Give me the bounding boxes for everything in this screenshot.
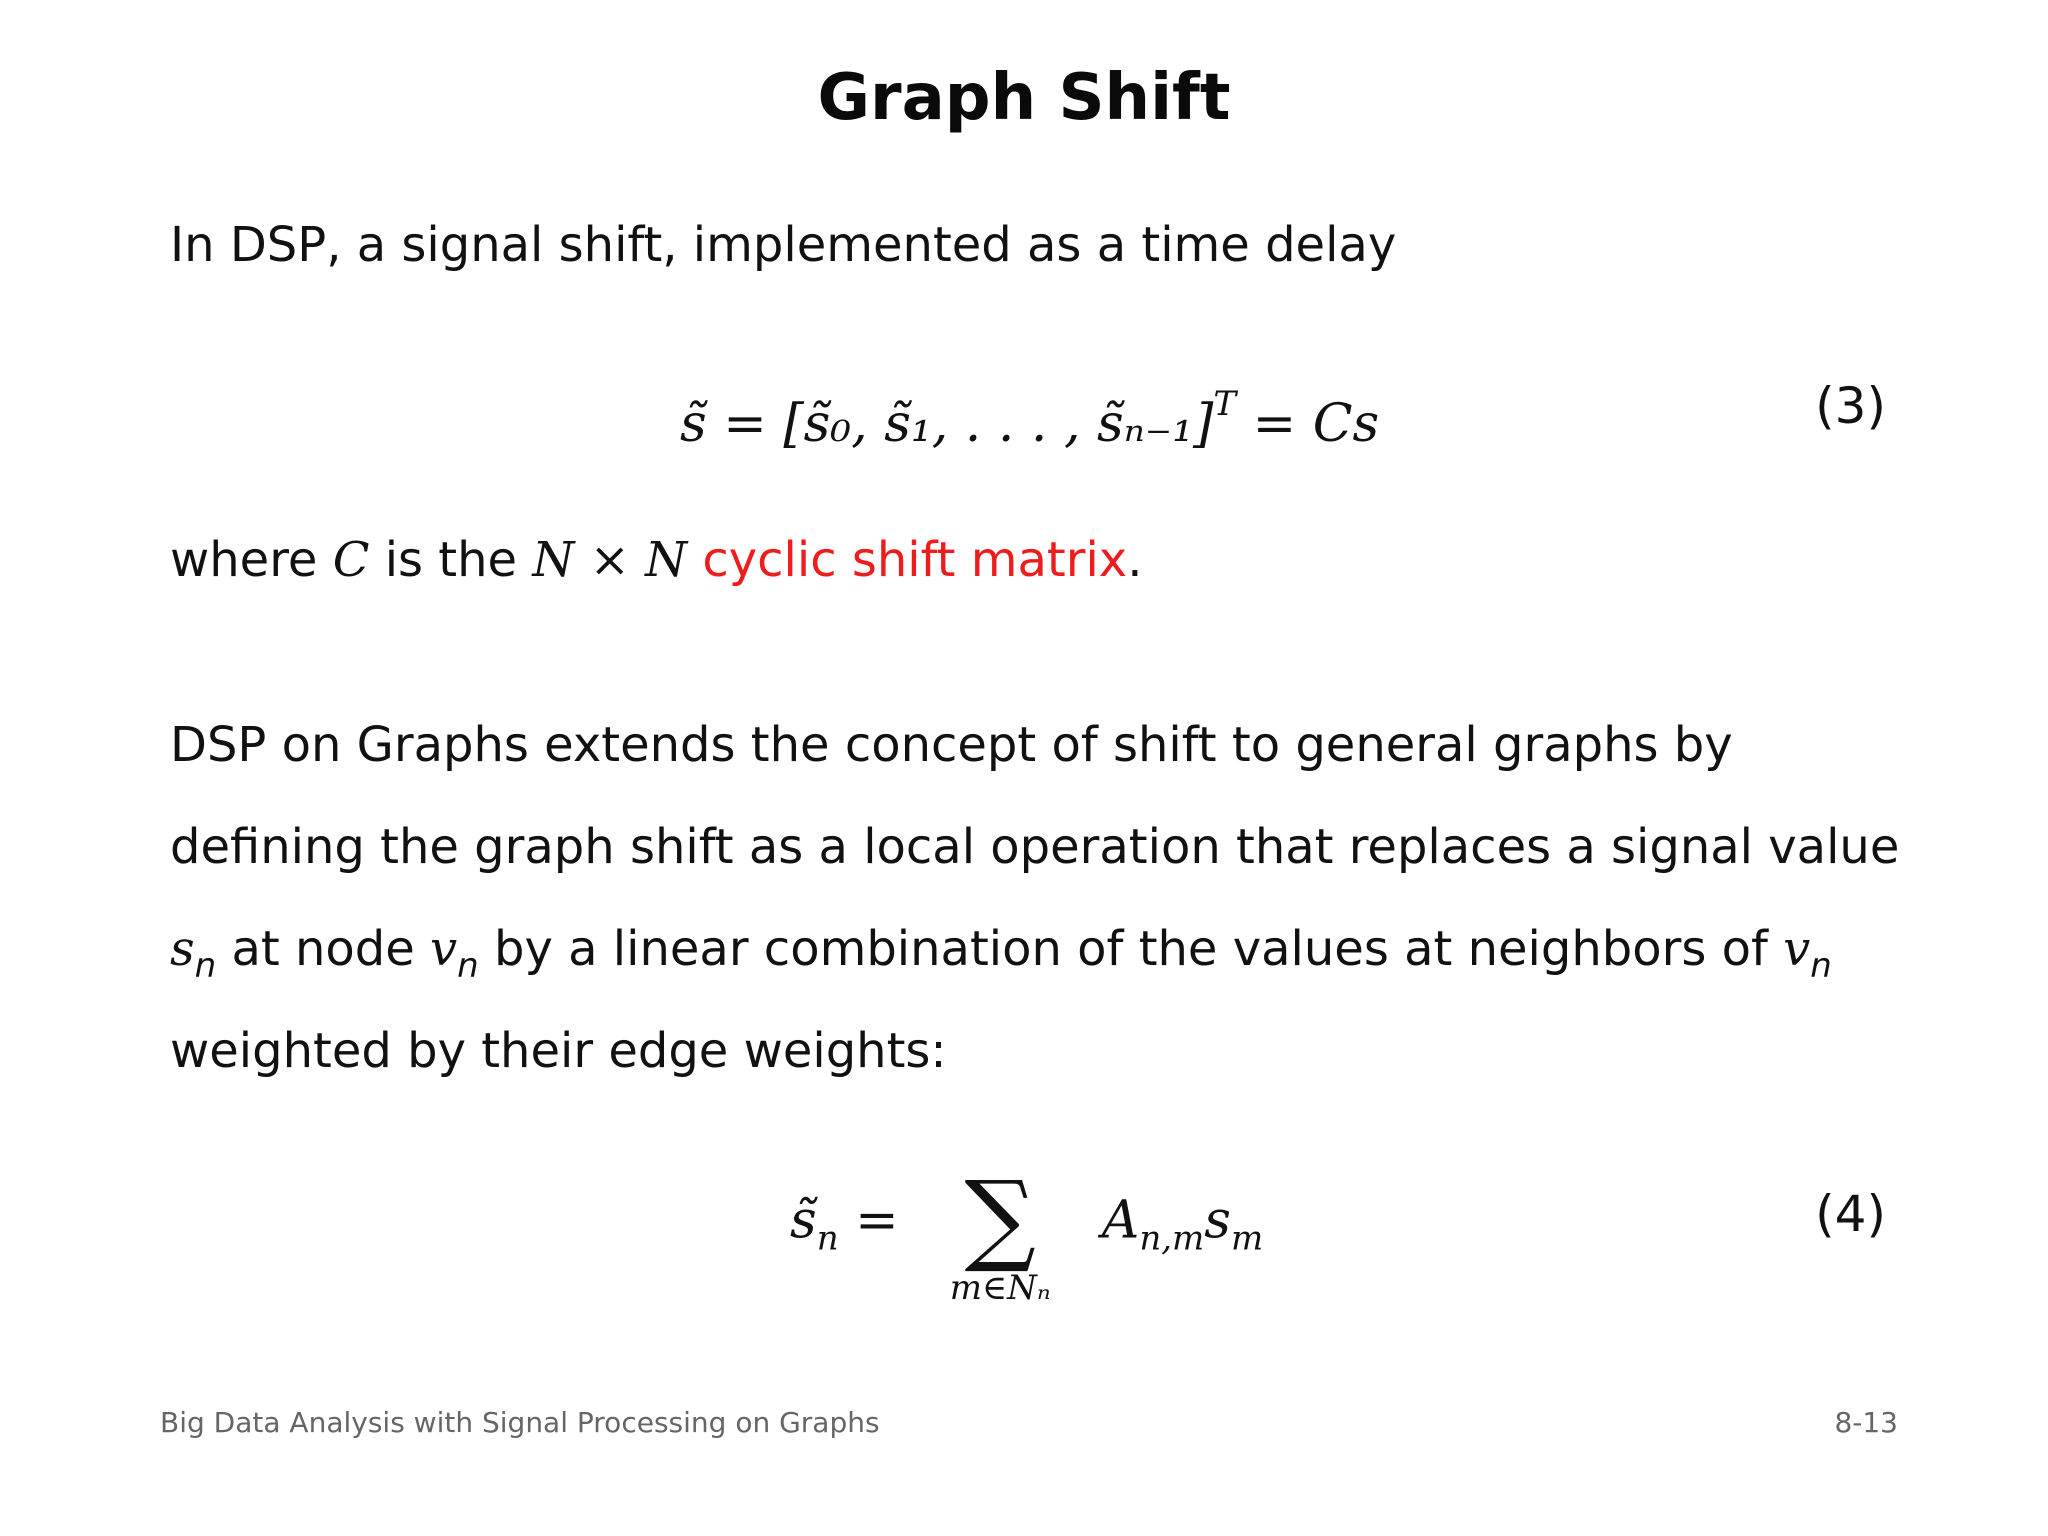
symbol-c: C <box>332 532 370 588</box>
symbol-v-2: v <box>1783 921 1811 977</box>
eq4-lhs-sub: n <box>816 1218 839 1259</box>
summation <box>925 1140 1075 1308</box>
symbol-v-2-sub: n <box>1810 946 1832 986</box>
footer-page-number: 8-13 <box>1834 1406 1898 1439</box>
symbol-s: s <box>170 921 195 977</box>
equation-number-3: (3) <box>1815 377 1886 435</box>
eq3-rhs: = Cs <box>1252 394 1380 454</box>
eq4-equals: = <box>855 1190 899 1251</box>
eq4-term-s: s <box>1204 1190 1231 1251</box>
where-is-the: is the <box>384 532 518 588</box>
paragraph-line-2: defining the graph shift as a local operation that replaces a signal value <box>170 819 1900 875</box>
matrix-dims: N × N <box>532 532 688 588</box>
eq3-transpose: T <box>1213 384 1237 424</box>
where-prefix: where <box>170 532 318 588</box>
eq3-vector: [s̃₀, s̃₁, . . . , s̃ₙ₋₁] <box>783 394 1214 454</box>
cyclic-shift-matrix-term: cyclic shift matrix <box>702 532 1128 588</box>
equation-4 <box>790 1140 1263 1308</box>
where-line <box>170 530 1142 590</box>
symbol-v: v <box>430 921 458 977</box>
slide-title: Graph Shift <box>817 61 1231 135</box>
sum-limit: m∈Nₙ <box>949 1268 1051 1308</box>
symbol-s-sub: n <box>194 946 217 986</box>
eq4-term-a: A <box>1101 1190 1140 1251</box>
eq4-term-s-sub: m <box>1230 1218 1264 1259</box>
paragraph-line-3 <box>170 919 1832 996</box>
equation-number-4: (4) <box>1815 1185 1886 1243</box>
eq4-term-a-sub: n,m <box>1139 1218 1205 1259</box>
symbol-v-sub: n <box>457 946 479 986</box>
linear-combination-text: by a linear combination of the values at neighbors of <box>493 921 1768 977</box>
paragraph-line-1: DSP on Graphs extends the concept of shift to general graphs by <box>170 717 1733 773</box>
footer-course-title: Big Data Analysis with Signal Processing on Graphs <box>160 1406 880 1439</box>
sum-sign: ∑ <box>964 1159 1036 1276</box>
where-suffix: . <box>1127 532 1143 588</box>
eq3-equals: = <box>723 394 767 454</box>
eq3-lhs: s̃ <box>680 394 707 454</box>
intro-text: In DSP, a signal shift, implemented as a time delay <box>170 217 1397 273</box>
equation-3 <box>680 372 1379 456</box>
eq4-lhs: s̃ <box>790 1190 817 1251</box>
paragraph-line-4: weighted by their edge weights: <box>170 1023 947 1079</box>
at-node-text: at node <box>231 921 415 977</box>
